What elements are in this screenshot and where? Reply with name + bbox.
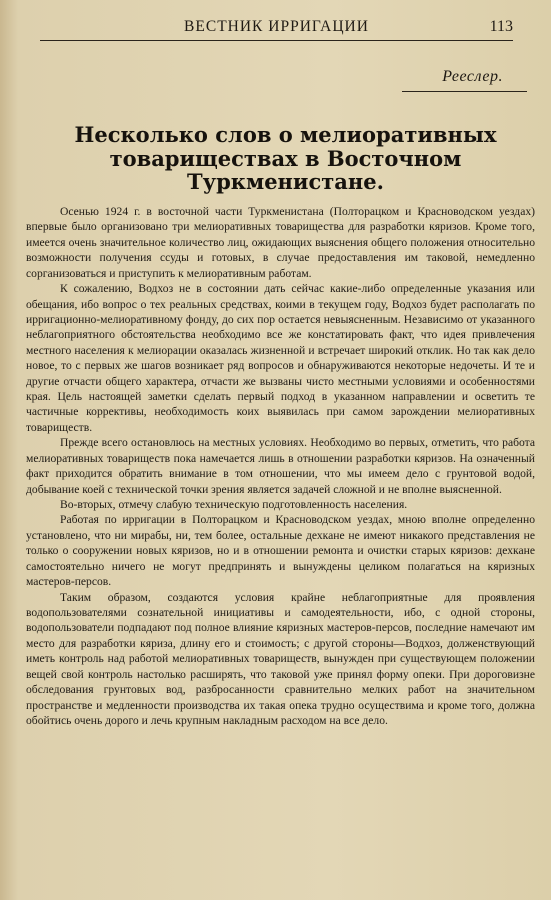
author-line	[402, 68, 527, 92]
page-number: 113	[489, 18, 513, 35]
article-title: Несколько слов о мелиоративных товариществах в Восточном Туркменистане.	[74, 122, 497, 194]
author-rule	[402, 91, 527, 92]
author-name: Рееслер.	[442, 68, 503, 85]
running-header	[40, 14, 513, 41]
paragraph-6: Таким образом, создаются условия крайне неблагоприятные для проявления водопользователями сознательной инициативы и самодеятельности, ибо, с одной стороны, водопользователи подпадают под полное влияние кяризных мастеров-персов, последние намечают им место для разработки кяриза, длину его и стоимость; с другой стороны—Водхоз, долженствующий иметь контроль над работой мелиоративных товариществ, вынужден при существующем положении вещей свой контроль настолько расширять, что таковой уже принял форму опеки. При дороговизне обследования грунтовых вод, разбросанности сравнительно мелких работ на значительном пространстве и медленности производства их такая опека трудно осуществима и кроме того, должна обойтись очень дорого и лечь крупным накладным расходом на все дело.	[26, 590, 535, 727]
paragraph-1: Осенью 1924 г. в восточной части Туркменистана (Полторацком и Красноводском уездах) впервые было организовано три мелиоративных товарищества для разработки кяризов. Кроме того, имеется очень значительное количество лиц, ожидающих выяснения общего положения относительно возможности получения ссуды и готовых, в случае предоставления им таковой, немедленно сорганизоваться и приступить к мелиоративным работам.	[26, 205, 535, 280]
paragraph-3: Прежде всего остановлюсь на местных условиях. Необходимо во первых, отметить, что работа мелиоративных товариществ пока намечается лишь в отношении разработки кяризов. На означенный факт приходится обратить внимание в том отношении, что мы имеем дело с грунтовой водой, добывание коей с технической точки зрения является задачей сложной и не вполне выясненной.	[26, 436, 535, 496]
article-body	[26, 204, 535, 728]
journal-title: ВЕСТНИК ИРРИГАЦИИ	[184, 18, 369, 35]
paragraph-5: Работая по ирригации в Полторацком и Красноводском уездах, мною вполне определенно установлено, что ни мирабы, ни, тем более, остальные дехкане не имеют никакого представления не только о сооружении новых кяризов, но и в отношении ремонта и очистки старых кяризов: дехкане самостоятельно ничего не могут предпринять и вынуждены целиком полагаться на кяризных мастеров-персов.	[26, 513, 535, 589]
paragraph-4: Во-вторых, отмечу слабую техническую подготовленность населения.	[60, 498, 408, 512]
paragraph-2: К сожалению, Водхоз не в состоянии дать сейчас какие-либо определенные указания или обещания, ибо вопрос о тех реальных средствах, коими в текущем году, Водхоз будет располагать по ирригационно-мелиоративному фонду, до сих пор остается невыясненным. Независимо от указанного неблагоприятного обстоятельства необходимо все же констатировать факт, что идея привлечения местного населения к мелиорации оказалась жизненной и встречает широкий отклик. Но так как дело новое, то с первых же шагов возникает ряд вопросов и обнаруживаются некоторые недочеты. И те и другие отчасти общего характера, отчасти же вызваны чисто местными условиями и особенностями края. Цель настоящей заметки сделать первый подход в указанном направлении и осветить те частичные коррективы, необходимость коих выявилась при самом зарождении мелиоративных товариществ.	[26, 282, 535, 434]
